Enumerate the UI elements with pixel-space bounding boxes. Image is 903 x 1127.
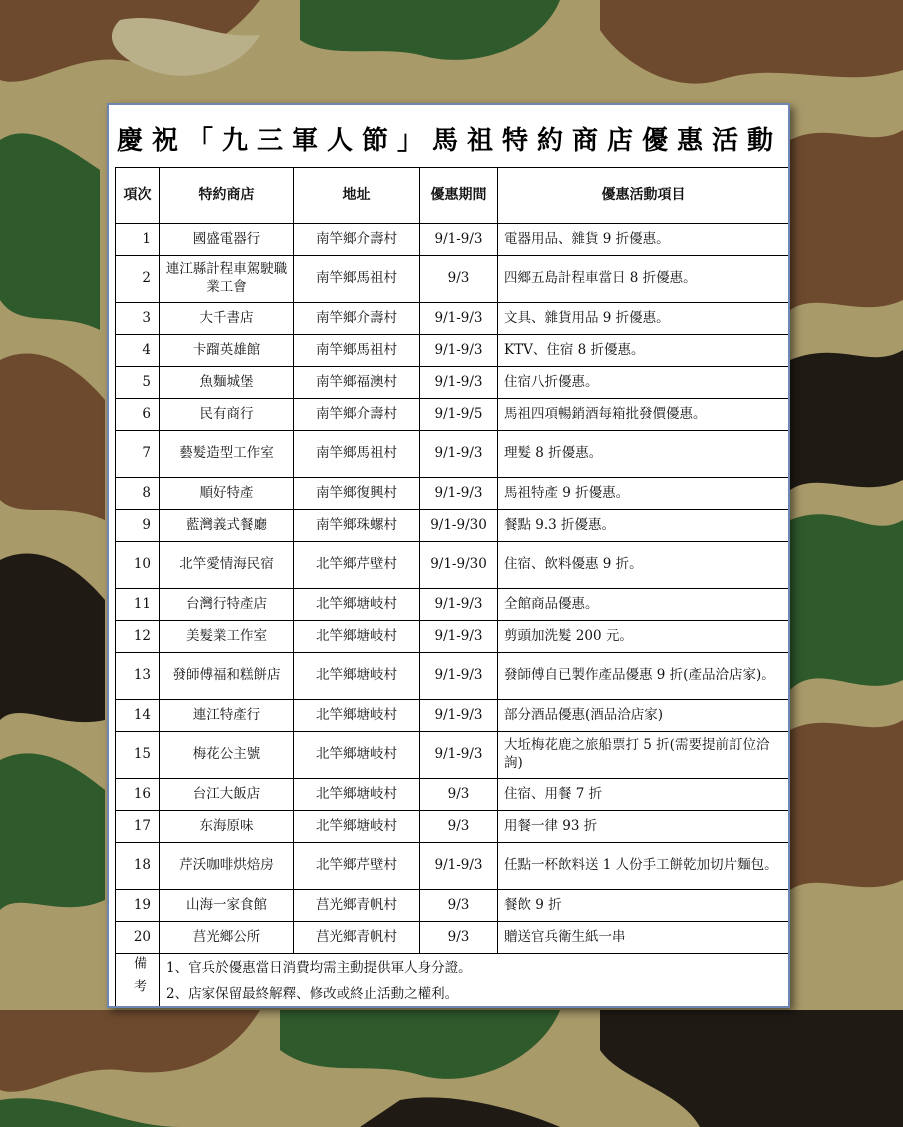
row-number: 18 [116, 843, 160, 890]
offer-period: 9/1-9/30 [420, 542, 498, 589]
store-address: 南竿鄉馬祖村 [294, 256, 420, 303]
row-number: 12 [116, 621, 160, 653]
offer-period: 9/1-9/3 [420, 224, 498, 256]
table-row [116, 335, 790, 367]
promotion-sheet [107, 103, 790, 1008]
offer-period: 9/1-9/30 [420, 510, 498, 542]
store-address: 北竿鄉塘岐村 [294, 621, 420, 653]
store-address: 南竿鄉介壽村 [294, 224, 420, 256]
table-row [116, 779, 790, 811]
row-number: 3 [116, 303, 160, 335]
store-address: 南竿鄉介壽村 [294, 399, 420, 431]
offer-period: 9/1-9/3 [420, 431, 498, 478]
offer-details: 馬祖四項暢銷酒每箱批發價優惠。 [498, 399, 790, 431]
row-number: 14 [116, 700, 160, 732]
remarks-label: 備考 [130, 956, 146, 1003]
offer-details: 用餐一律 93 折 [498, 811, 790, 843]
store-name: 順好特產 [160, 478, 294, 510]
row-number: 2 [116, 256, 160, 303]
offer-period: 9/1-9/3 [420, 700, 498, 732]
offer-period: 9/1-9/3 [420, 589, 498, 621]
offer-details: 馬祖特產 9 折優惠。 [498, 478, 790, 510]
offer-details: 餐點 9.3 折優惠。 [498, 510, 790, 542]
offer-details: 理髮 8 折優惠。 [498, 431, 790, 478]
store-address: 北竿鄉芹壁村 [294, 542, 420, 589]
page-title: 慶祝「九三軍人節」馬祖特約商店優惠活動 [117, 126, 783, 156]
row-number: 19 [116, 890, 160, 922]
offer-period: 9/1-9/3 [420, 303, 498, 335]
store-name: 芹沃咖啡烘焙房 [160, 843, 294, 890]
table-row [116, 589, 790, 621]
store-address: 北竿鄉塘岐村 [294, 589, 420, 621]
offer-details: 發師傅自已製作產品優惠 9 折(產品洽店家)。 [498, 653, 790, 700]
offer-details: KTV、住宿 8 折優惠。 [498, 335, 790, 367]
row-number: 6 [116, 399, 160, 431]
row-number: 5 [116, 367, 160, 399]
table-row [116, 224, 790, 256]
remark-line: 2、店家保留最終解釋、修改或終止活動之權利。 [166, 986, 459, 1002]
store-name: 連江縣計程車駕駛職業工會 [160, 256, 294, 303]
store-name: 北竿愛情海民宿 [160, 542, 294, 589]
row-number: 16 [116, 779, 160, 811]
header-period: 優惠期間 [420, 168, 498, 224]
table-row [116, 890, 790, 922]
offer-details: 任點一杯飲料送 1 人份手工餅乾加切片麵包。 [498, 843, 790, 890]
offer-period: 9/1-9/3 [420, 732, 498, 779]
store-name: 山海一家食館 [160, 890, 294, 922]
table-row [116, 922, 790, 954]
table-row [116, 700, 790, 732]
store-address: 北竿鄉塘岐村 [294, 779, 420, 811]
remark-line: 1、官兵於優惠當日消費均需主動提供軍人身分證。 [166, 960, 472, 977]
offer-details: 住宿、飲料優惠 9 折。 [498, 542, 790, 589]
row-number: 8 [116, 478, 160, 510]
offer-period: 9/1-9/3 [420, 621, 498, 653]
store-name: 东海原味 [160, 811, 294, 843]
store-name: 民有商行 [160, 399, 294, 431]
offer-period: 9/3 [420, 811, 498, 843]
row-number: 20 [116, 922, 160, 954]
store-name: 台江大飯店 [160, 779, 294, 811]
offer-details: 餐飲 9 折 [498, 890, 790, 922]
store-name: 美髮業工作室 [160, 621, 294, 653]
offer-details: 住宿、用餐 7 折 [498, 779, 790, 811]
table-header-row [116, 168, 790, 224]
row-number: 13 [116, 653, 160, 700]
offer-details: 全館商品優惠。 [498, 589, 790, 621]
offer-details: 電器用品、雜貨 9 折優惠。 [498, 224, 790, 256]
store-address: 南竿鄉珠螺村 [294, 510, 420, 542]
row-number: 15 [116, 732, 160, 779]
store-address: 北竿鄉塘岐村 [294, 653, 420, 700]
offer-period: 9/1-9/3 [420, 478, 498, 510]
header-store: 特約商店 [160, 168, 294, 224]
table-row [116, 256, 790, 303]
row-number: 1 [116, 224, 160, 256]
store-name: 莒光鄉公所 [160, 922, 294, 954]
offer-details: 贈送官兵衛生紙一串 [498, 922, 790, 954]
store-name: 梅花公主號 [160, 732, 294, 779]
table-row [116, 303, 790, 335]
table-row [116, 399, 790, 431]
table-row [116, 653, 790, 700]
offer-details: 部分酒品優惠(酒品洽店家) [498, 700, 790, 732]
store-name: 國盛電器行 [160, 224, 294, 256]
store-name: 藍灣義式餐廳 [160, 510, 294, 542]
store-address: 北竿鄉塘岐村 [294, 732, 420, 779]
offer-details: 住宿八折優惠。 [498, 367, 790, 399]
table-row [116, 542, 790, 589]
row-number: 7 [116, 431, 160, 478]
store-address: 南竿鄉馬祖村 [294, 335, 420, 367]
store-address: 南竿鄉馬祖村 [294, 431, 420, 478]
offer-period: 9/1-9/3 [420, 335, 498, 367]
store-name: 大千書店 [160, 303, 294, 335]
store-address: 南竿鄉介壽村 [294, 303, 420, 335]
offer-details: 大坵梅花鹿之旅船票打 5 折(需要提前訂位洽詢) [498, 732, 790, 779]
store-name: 台灣行特產店 [160, 589, 294, 621]
offer-period: 9/1-9/3 [420, 367, 498, 399]
row-number: 11 [116, 589, 160, 621]
offer-period: 9/1-9/3 [420, 653, 498, 700]
table-row [116, 510, 790, 542]
table-row [116, 478, 790, 510]
offer-period: 9/1-9/3 [420, 843, 498, 890]
store-address: 北竿鄉芹壁村 [294, 843, 420, 890]
table-row [116, 732, 790, 779]
header-address: 地址 [294, 168, 420, 224]
store-address: 北竿鄉塘岐村 [294, 700, 420, 732]
table-row [116, 811, 790, 843]
row-number: 9 [116, 510, 160, 542]
offer-period: 9/3 [420, 256, 498, 303]
store-address: 莒光鄉青帆村 [294, 922, 420, 954]
offer-period: 9/3 [420, 890, 498, 922]
row-number: 10 [116, 542, 160, 589]
table-row [116, 367, 790, 399]
header-no: 項次 [116, 168, 160, 224]
store-address: 北竿鄉塘岐村 [294, 811, 420, 843]
offer-period: 9/3 [420, 922, 498, 954]
row-number: 4 [116, 335, 160, 367]
header-offer: 優惠活動項目 [498, 168, 790, 224]
offer-period: 9/3 [420, 779, 498, 811]
offer-details: 四鄉五島計程車當日 8 折優惠。 [498, 256, 790, 303]
store-name: 發師傅福和糕餅店 [160, 653, 294, 700]
table-row [116, 621, 790, 653]
store-name: 藝髮造型工作室 [160, 431, 294, 478]
table-row [116, 843, 790, 890]
store-address: 南竿鄉福澳村 [294, 367, 420, 399]
store-name: 連江特產行 [160, 700, 294, 732]
table-row [116, 431, 790, 478]
row-number: 17 [116, 811, 160, 843]
store-address: 莒光鄉青帆村 [294, 890, 420, 922]
remarks-row [116, 954, 790, 1009]
offer-details: 剪頭加洗髮 200 元。 [498, 621, 790, 653]
store-name: 卡蹓英雄館 [160, 335, 294, 367]
store-name: 魚麵城堡 [160, 367, 294, 399]
store-address: 南竿鄉復興村 [294, 478, 420, 510]
promotion-table [115, 167, 790, 1008]
offer-period: 9/1-9/5 [420, 399, 498, 431]
offer-details: 文具、雜貨用品 9 折優惠。 [498, 303, 790, 335]
